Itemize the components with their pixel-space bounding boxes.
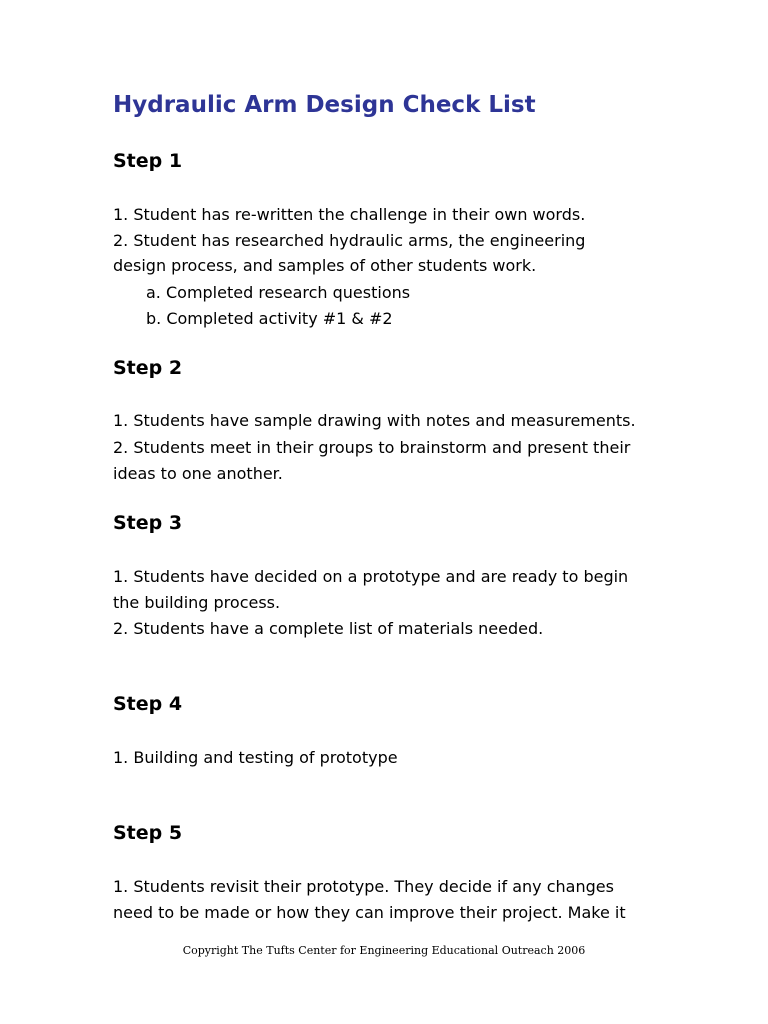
step-4-heading: Step 4: [113, 693, 183, 715]
step-1-line-3: design process, and samples of other students work.: [113, 256, 537, 275]
step-1-line-1: 1. Student has re-written the challenge in their own words.: [113, 205, 586, 224]
step-5-line-2: need to be made or how they can improve their project. Make it: [113, 903, 626, 922]
step-3-line-1: 1. Students have decided on a prototype and are ready to begin: [113, 567, 629, 586]
step-2-line-3: ideas to one another.: [113, 464, 283, 483]
page-title: Hydraulic Arm Design Check List: [113, 92, 536, 118]
step-5-line-1: 1. Students revisit their prototype. They decide if any changes: [113, 877, 614, 896]
step-1-sub-b: b. Completed activity #1 & #2: [146, 309, 393, 328]
step-1-line-2: 2. Student has researched hydraulic arms, the engineering: [113, 231, 586, 250]
step-4-line-1: 1. Building and testing of prototype: [113, 748, 398, 767]
step-3-heading: Step 3: [113, 512, 183, 534]
step-2-heading: Step 2: [113, 357, 183, 379]
copyright-footer: Copyright The Tufts Center for Engineering Educational Outreach 2006: [182, 944, 586, 957]
step-2-line-1: 1. Students have sample drawing with notes and measurements.: [113, 411, 636, 430]
step-3-line-2: the building process.: [113, 593, 281, 612]
step-1-sub-a: a. Completed research questions: [146, 283, 411, 302]
step-2-line-2: 2. Students meet in their groups to brainstorm and present their: [113, 438, 631, 457]
step-5-heading: Step 5: [113, 822, 183, 844]
step-3-line-3: 2. Students have a complete list of materials needed.: [113, 619, 544, 638]
step-1-heading: Step 1: [113, 150, 183, 172]
